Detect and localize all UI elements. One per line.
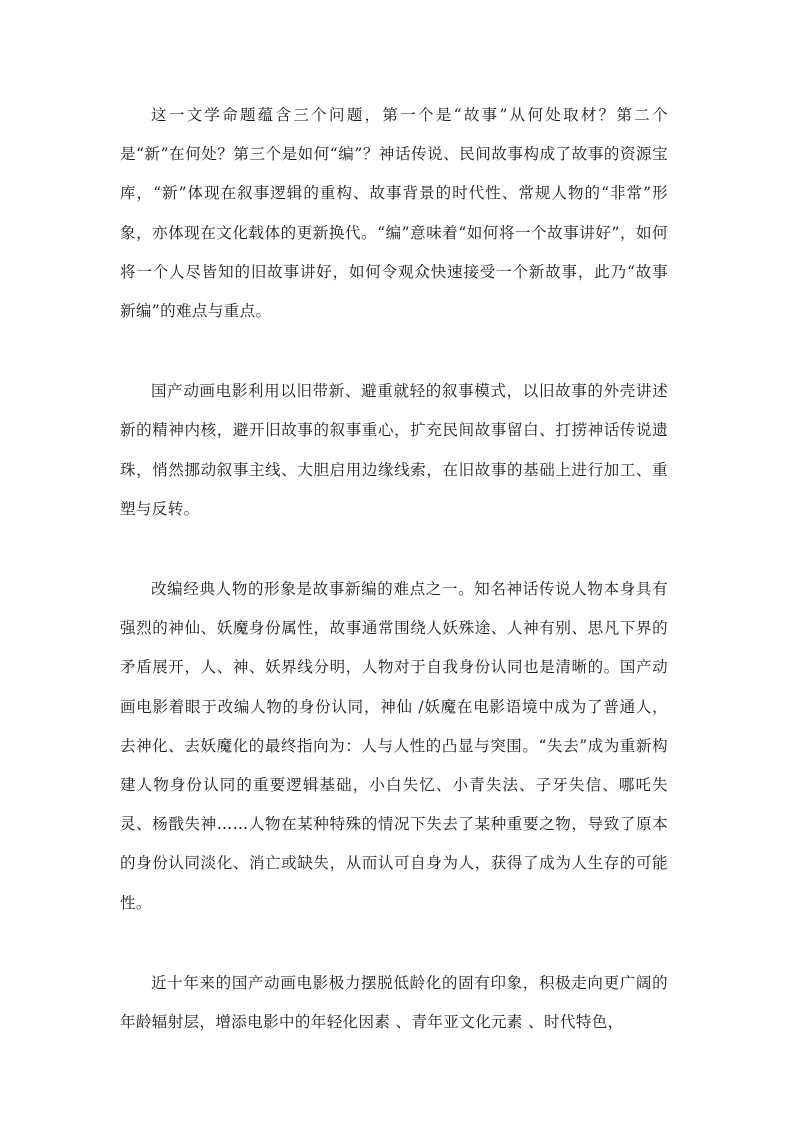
document-body [120, 96, 668, 1083]
paragraph-3: 改编经典人物的形象是故事新编的难点之一。知名神话传说人物本身具有强烈的神仙、妖魔身份属性，故事通常围绕人妖殊途、人神有别、思凡下界的矛盾展开，人、神、妖界线分明，人物对于自我身份认同也是清晰的。国产动画电影着眼于改编人物的身份认同，神仙 /妖魔在电影语境中成为了普通人，去神化、去妖魔化的最终指向为：人与人性的凸显与突围。“失去”成为重新构建人物身份认同的重要逻辑基础，小白失忆、小青失法、子牙失信、哪吒失灵、杨戬失神……人物在某种特殊的情况下失去了某种重要之物，导致了原本的身份认同淡化、消亡或缺失，从而认可自身为人，获得了成为人生存的可能性。 [120, 580, 668, 912]
paragraph-1: 这一文学命题蕴含三个问题，第一个是“故事”从何处取材？第二个是“新”在何处？第三个是如何“编”？神话传说、民间故事构成了故事的资源宝库，“新”体现在叙事逻辑的重构、故事背景的时代性、常规人物的“非常”形象，亦体现在文化载体的更新换代。“编”意味着“如何将一个故事讲好”，如何将一个人尽皆知的旧故事讲好，如何令观众快速接受一个新故事，此乃“故事新编”的难点与重点。 [120, 106, 668, 321]
paragraph-4: 近十年来的国产动画电影极力摆脱低龄化的固有印象，积极走向更广阔的年龄辐射层，增添电影中的年轻化因素 、青年亚文化元素 、时代特色， [120, 973, 668, 1032]
paragraph-2: 国产动画电影利用以旧带新、避重就轻的叙事模式，以旧故事的外壳讲述新的精神内核，避开旧故事的叙事重心，扩充民间故事留白、打捞神话传说遗珠，悄然挪动叙事主线、大胆启用边缘线索，在旧故事的基础上进行加工、重塑与反转。 [120, 382, 668, 518]
